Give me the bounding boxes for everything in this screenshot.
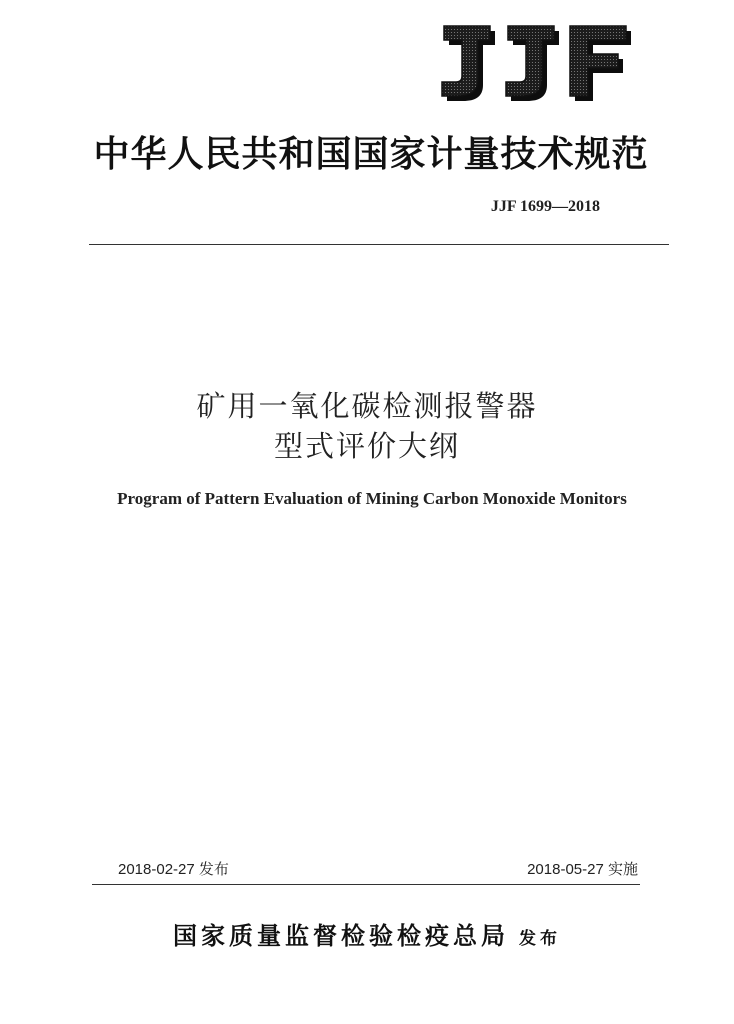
org-title: 中华人民共和国国家计量技术规范 — [93, 133, 649, 175]
publisher-line — [0, 916, 734, 951]
header-divider — [89, 244, 669, 245]
document-title-cn-line1: 矿用一氧化碳检测报警器 — [196, 389, 538, 423]
publisher-name: 国家质量监督检验检疫总局 — [173, 921, 509, 950]
document-title-cn-line2: 型式评价大纲 — [273, 429, 460, 463]
jjf-logo — [438, 22, 634, 102]
footer-divider — [92, 884, 640, 885]
issue-date: 2018-02-27 发布 — [118, 861, 229, 878]
publisher-verb: 发布 — [519, 929, 561, 949]
standard-code: JJF 1699—2018 — [490, 198, 600, 215]
document-title-en: Program of Pattern Evaluation of Mining Carbon Monoxide Monitors — [117, 489, 627, 508]
implementation-date: 2018-05-27 实施 — [527, 861, 638, 878]
logo-letter-f — [570, 26, 626, 96]
